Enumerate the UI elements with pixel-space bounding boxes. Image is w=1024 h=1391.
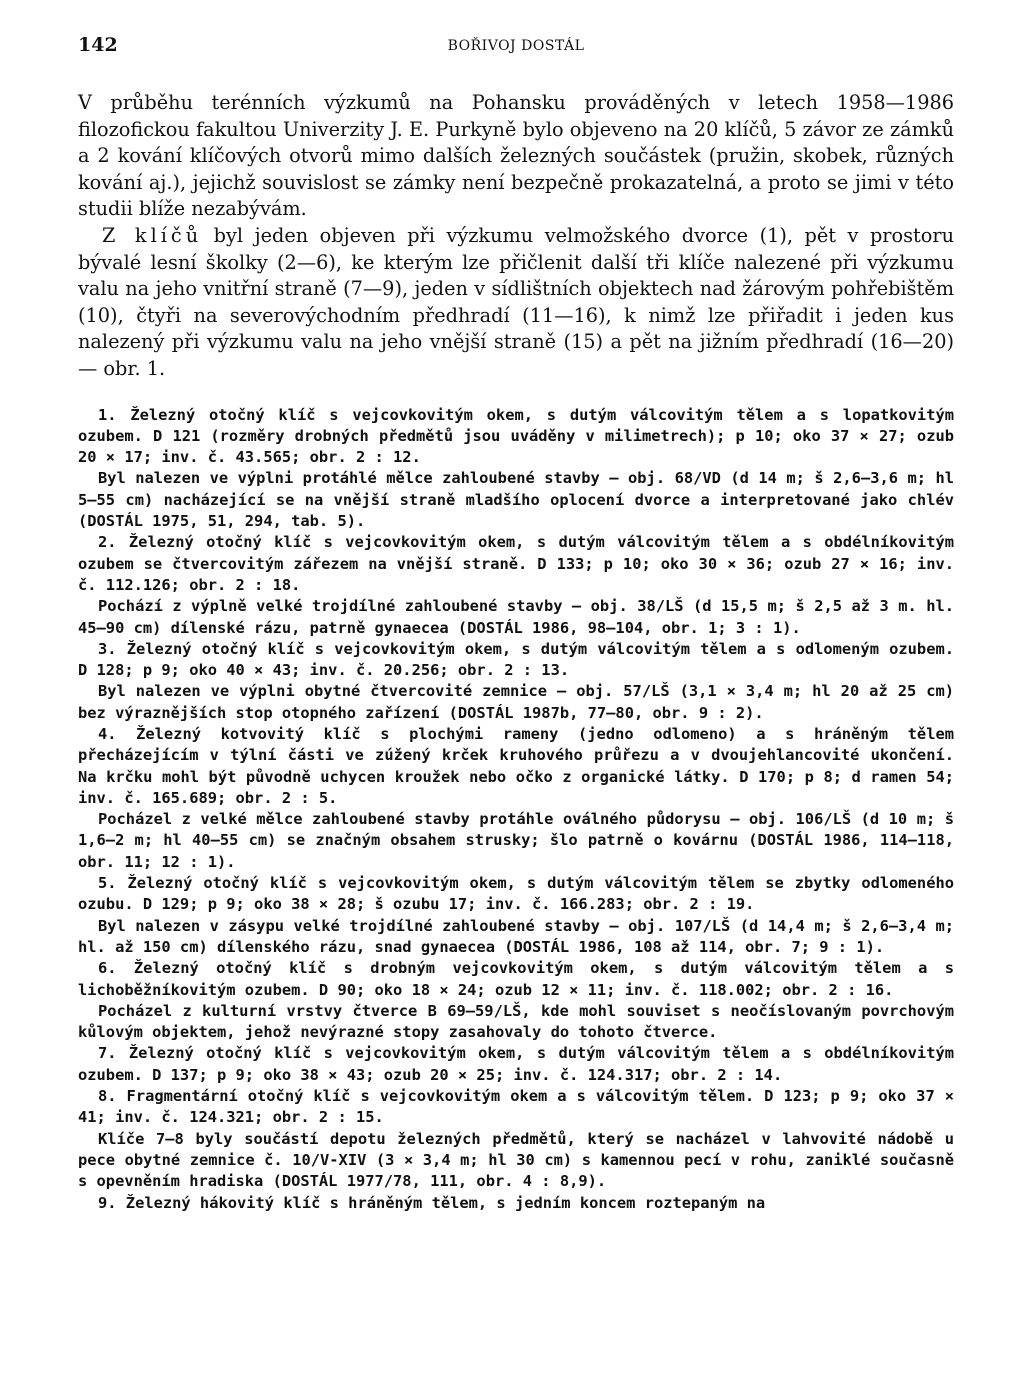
- keys-paragraph: [78, 223, 954, 383]
- catalogue-entry: Klíče 7—8 byly součástí depotu železných předmětů, který se nacházel v lahvovité nádobě u pece obytné zemnice č. 10/V-XIV (3 × 3,4 m; hl 30 cm) s kamennou pecí v rohu, zaniklé současně s opevněním hradiska (DOSTÁL 1977/78, 111, obr. 4 : 8,9).: [78, 1129, 954, 1191]
- catalogue-entry: 9. Železný hákovitý klíč s hráněným tělem, s jedním koncem roztepaným na: [98, 1193, 766, 1212]
- catalogue-entry: 5. Železný otočný klíč s vejcovkovitým okem, s dutým válcovitým tělem se zbytky odlomeného ozubu. D 129; p 9; oko 38 × 28; š ozubu 17; inv. č. 166.283; obr. 2 : 19.: [78, 874, 954, 914]
- keys-text: byl jeden objeven při výzkumu velmožského dvorce (1), pět v prostoru bývalé lesní školky (2—6), ke kterým lze přičlenit další tři klíče nalezené při výzkumu valu na jeho vnitřní straně (7—9), jeden v sídlištních objektech nad žárovým pohřebištěm (10), čtyři na severovýchodním předhradí (11—16), k nimž lze přiřadit i jeden kus nalezený při výzkumu valu na jeho vnější straně (15) a pět na jižním předhradí (16—20) — obr. 1.: [78, 223, 955, 380]
- catalogue-entry: Pochází z výplně velké trojdílné zahloubené stavby — obj. 38/LŠ (d 15,5 m; š 2,5 až 3 m. hl. 45—90 cm) dílenské rázu, patrně gynaecea (DOSTÁL 1986, 98—104, obr. 1; 3 : 1).: [78, 597, 954, 637]
- catalogue-entry: 1. Železný otočný klíč s vejcovkovitým okem, s dutým válcovitým tělem a s lopatkovitým ozubem. D 121 (rozměry drobných předmětů jsou uváděny v milimetrech); p 10; oko 37 × 27; ozub 20 × 17; inv. č. 43.565; obr. 2 : 12.: [78, 405, 954, 467]
- catalogue-entry: 7. Železný otočný klíč s vejcovkovitým okem, s dutým válcovitým tělem a s obdélníkovitým ozubem. D 137; p 9; oko 38 × 43; ozub 20 × 25; inv. č. 124.317; obr. 2 : 14.: [78, 1044, 954, 1084]
- catalogue-entry: Byl nalezen v zásypu velké trojdílné zahloubené stavby — obj. 107/LŠ (d 14,4 m; š 2,6—3,4 m; hl. až 150 cm) dílenského rázu, snad gynaecea (DOSTÁL 1986, 108 až 114, obr. 7; 9 : 1).: [78, 916, 954, 956]
- catalogue-entry: Byl nalezen ve výplni protáhlé mělce zahloubené stavby — obj. 68/VD (d 14 m; š 2,6—3,6 m; hl 5—55 cm) nacházející se na vnější straně mladšího oplocení dvorce a interpretované jako chlév (DOSTÁL 1975, 51, 294, tab. 5).: [78, 469, 954, 531]
- intro-paragraph: V průběhu terénních výzkumů na Pohansku prováděných v letech 1958—1986 filozofickou fakultou Univerzity J. E. Purkyně bylo objeveno na 20 klíčů, 5 závor ze zámků a 2 kování klíčových otvorů mimo dalších železných součástek (pružin, skobek, různých kování aj.), jejichž souvislost se zámky není bezpečně prokazatelná, a proto se jimi v této studii blíže nezabývám.: [78, 91, 954, 221]
- catalogue: [78, 405, 954, 1214]
- catalogue-entry: 4. Železný kotvovitý klíč s plochými rameny (jedno odlomeno) a s hráněným tělem přecházejícím v týlní části ve zúžený krček kruhového průřezu a v dvoujehlancovité ukončení. Na krčku mohl být původně uchycen kroužek nebo očko z organické látky. D 170; p 8; d ramen 54; inv. č. 165.689; obr. 2 : 5.: [78, 724, 954, 807]
- catalogue-entry: 3. Železný otočný klíč s vejcovkovitým okem, s dutým válcovitým tělem a s odlomeným ozubem. D 128; p 9; oko 40 × 43; inv. č. 20.256; obr. 2 : 13.: [78, 639, 954, 680]
- running-head: BOŘIVOJ DOSTÁL: [447, 38, 585, 54]
- catalogue-entry: Pocházel z kulturní vrstvy čtverce B 69—59/LŠ, kde mohl souviset s neočíslovaným povrchovým kůlovým objektem, jehož nevýrazné stopy zasahovaly do tohoto čtverce.: [78, 1001, 954, 1042]
- catalogue-entry: 2. Železný otočný klíč s vejcovkovitým okem, s dutým válcovitým tělem a s obdélníkovitým ozubem se čtvercovitým zářezem na vnější straně. D 133; p 10; oko 30 × 36; ozub 27 × 16; inv. č. 112.126; obr. 2 : 18.: [78, 533, 954, 594]
- catalogue-entry: 8. Fragmentární otočný klíč s vejcovkovitým okem a s válcovitým tělem. D 123; p 9; oko 37 × 41; inv. č. 124.321; obr. 2 : 15.: [78, 1087, 954, 1127]
- keys-lead: Z klíčů: [102, 223, 203, 247]
- main-text: [78, 90, 954, 383]
- page-number: 142: [78, 34, 118, 56]
- catalogue-entry: Pocházel z velké mělce zahloubené stavby protáhle oválného půdorysu — obj. 106/LŠ (d 10 m; š 1,6—2 m; hl 40—55 cm) se značným obsahem strusky; šlo patrně o kovárnu (DOSTÁL 1986, 114—118, obr. 11; 12 : 1).: [78, 810, 954, 871]
- catalogue-entry: 6. Železný otočný klíč s drobným vejcovkovitým okem, s dutým válcovitým tělem a s lichoběžníkovitým ozubem. D 90; oko 18 × 24; ozub 12 × 11; inv. č. 118.002; obr. 2 : 16.: [78, 959, 954, 999]
- page-header: [78, 28, 954, 62]
- catalogue-entry: Byl nalezen ve výplni obytné čtvercovité zemnice — obj. 57/LŠ (3,1 × 3,4 m; hl 20 až 25 cm) bez výraznějších stop otopného zařízení (DOSTÁL 1987b, 77—80, obr. 9 : 2).: [78, 682, 954, 722]
